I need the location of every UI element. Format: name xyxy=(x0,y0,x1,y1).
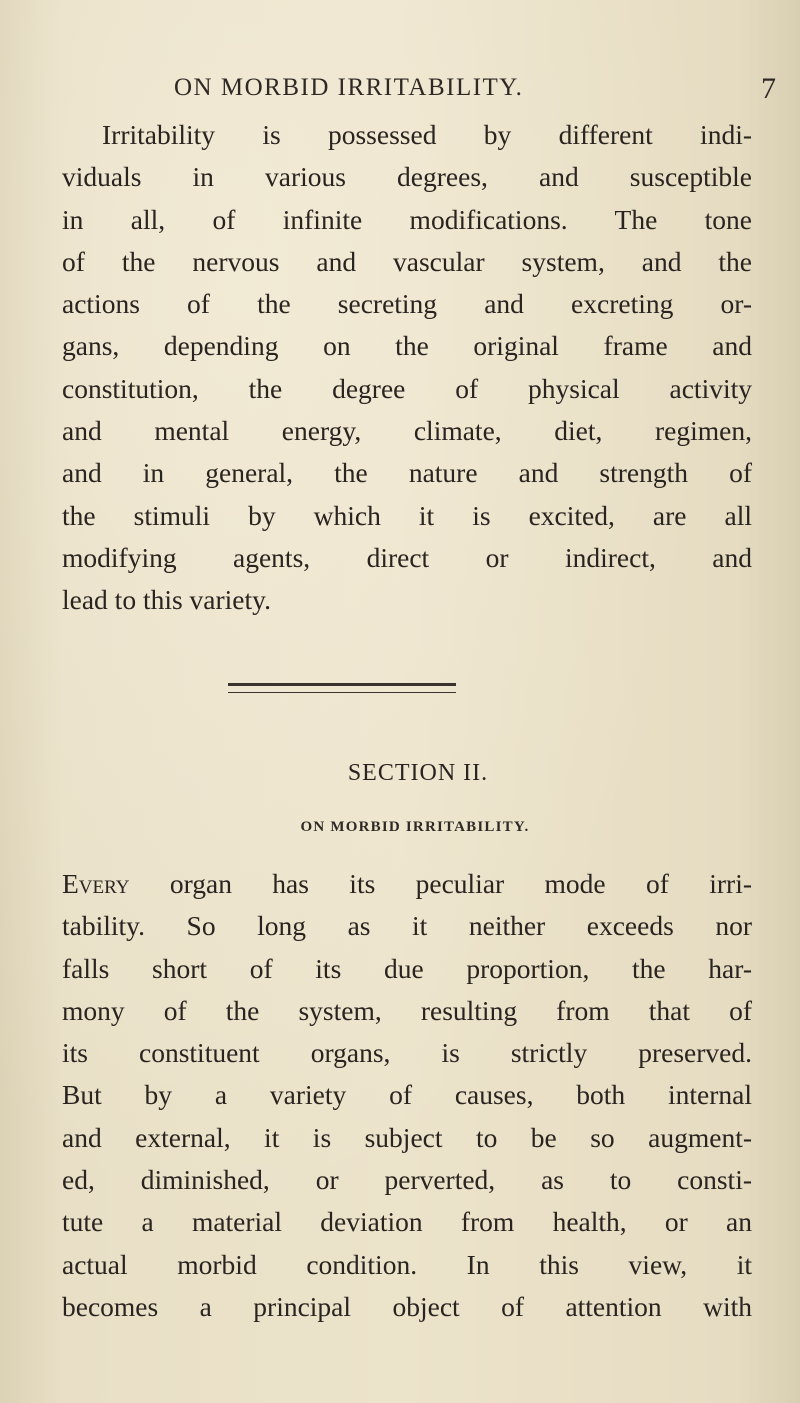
running-title: ON MORBID IRRITABILITY. xyxy=(174,74,524,101)
paragraph-every-organ xyxy=(62,863,752,1328)
first-line-rest: organ has its peculiar mode of irri- xyxy=(129,868,752,899)
text-line: tability. So long as it neither exceeds nor xyxy=(62,910,752,942)
text-line: ed, diminished, or perverted, as to consti- xyxy=(62,1164,752,1196)
text-line: actions of the secreting and excreting or- xyxy=(62,288,752,320)
text-line: of the nervous and vascular system, and the xyxy=(62,245,752,277)
text-line: mony of the system, resulting from that of xyxy=(62,994,752,1026)
text-line: constitution, the degree of physical activity xyxy=(62,372,752,404)
lead-word: Every xyxy=(62,868,130,899)
text-line: and in general, the nature and strength of xyxy=(62,457,752,489)
section-divider-rule xyxy=(228,683,456,693)
text-line-first xyxy=(62,863,752,905)
text-line: Irritability is possessed by different indi- xyxy=(102,119,752,150)
section-heading: SECTION II. xyxy=(347,760,489,786)
text-line: and mental energy, climate, diet, regimen, xyxy=(62,415,752,447)
text-line: falls short of its due proportion, the har- xyxy=(62,952,752,984)
text-line: in all, of infinite modifications. The tone xyxy=(62,203,752,235)
text-line: tute a material deviation from health, or an xyxy=(62,1206,752,1238)
section-subheading: ON MORBID IRRITABILITY. xyxy=(300,819,530,835)
text-line: the stimuli by which it is excited, are all xyxy=(62,499,752,531)
text-line: viduals in various degrees, and susceptible xyxy=(62,161,752,193)
text-line: becomes a principal object of attention with xyxy=(62,1290,752,1322)
text-line: gans, depending on the original frame and xyxy=(62,330,752,362)
text-line: But by a variety of causes, both internal xyxy=(62,1079,752,1111)
running-head xyxy=(0,74,800,110)
text-line: its constituent organs, is strictly preserved. xyxy=(62,1037,752,1069)
text-line: actual morbid condition. In this view, it xyxy=(62,1248,752,1280)
paragraph-irritability-variety xyxy=(62,114,752,622)
text-line: modifying agents, direct or indirect, and xyxy=(62,541,752,573)
text-line: and external, it is subject to be so augment- xyxy=(62,1121,752,1153)
text-line: lead to this variety. xyxy=(62,584,271,616)
page-number: 7 xyxy=(761,72,776,105)
